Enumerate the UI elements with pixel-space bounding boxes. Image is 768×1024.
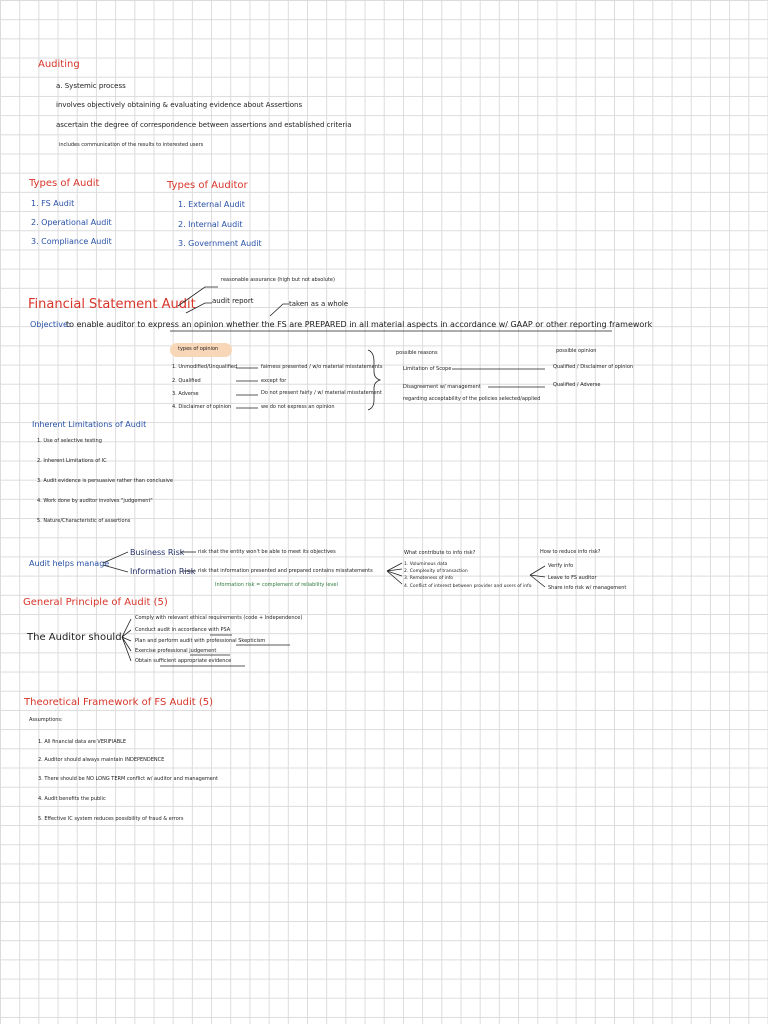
assumption-5: 5. Effective IC system reduces possibility of fraud & errors	[38, 816, 184, 822]
auditor-type-1: 1. External Audit	[178, 200, 245, 209]
contribute-2: 2. Complexity of transaction	[404, 569, 468, 574]
types-of-auditor-heading: Types of Auditor	[167, 180, 248, 191]
reduce-question: How to reduce info risk?	[540, 549, 601, 555]
auditor-type-3: 3. Government Audit	[178, 239, 262, 248]
limitation-3: 3. Audit evidence is persuasive rather than conclusive	[37, 478, 173, 484]
assumption-3: 3. There should be NO LONG TERM conflict w/ auditor and management	[38, 776, 218, 782]
annotation-report: audit report	[212, 297, 254, 305]
reason-opinion-2: Qualified / Adverse	[553, 382, 601, 388]
opinion-2: 2. Qualified	[172, 378, 201, 384]
opinion-3: 3. Adverse	[172, 391, 199, 397]
auditor-type-2: 2. Internal Audit	[178, 220, 243, 229]
reason-2: Disagreement w/ management	[403, 384, 481, 390]
principles-heading: General Principle of Audit (5)	[23, 597, 168, 608]
types-of-opinion-label: types of opinion	[178, 346, 219, 352]
assumption-2: 2. Auditor should always maintain INDEPENDENCE	[38, 757, 165, 763]
objective-label: Objective:	[30, 320, 71, 329]
principle-3: Plan and perform audit with professional Skepticism	[135, 638, 266, 644]
audit-type-1: 1. FS Audit	[31, 199, 75, 208]
reduce-fan	[530, 566, 545, 587]
principle-4: Exercise professional judgement	[135, 648, 217, 654]
assumption-4: 4. Audit benefits the public	[38, 796, 106, 802]
reduce-2: Leave to FS auditor	[548, 575, 597, 581]
information-risk-text: risk that information presented and prepared contains misstatements	[198, 568, 373, 574]
auditing-heading: Auditing	[38, 59, 80, 70]
report-connector	[186, 303, 212, 313]
risk-branch-information	[103, 565, 128, 572]
limitation-2: 2. Inherent Limitations of IC	[37, 458, 107, 464]
business-risk-text: risk that the entity won't be able to meet its objectives	[198, 549, 336, 555]
fsa-title: Financial Statement Audit	[28, 297, 196, 312]
opinion-1: 1. Unmodified/Unqualified	[172, 364, 238, 370]
auditing-line-1: a. Systemic process	[56, 82, 126, 90]
opinion-note-2: except for	[261, 378, 287, 384]
information-risk-label: Information Risk	[130, 567, 196, 576]
types-of-audit-heading: Types of Audit	[29, 178, 100, 189]
auditor-should: The Auditor should:	[27, 632, 125, 643]
limitations-heading: Inherent Limitations of Audit	[32, 420, 147, 429]
objective-text: to enable auditor to express an opinion whether the FS are PREPARED in all material aspects in accordance w/ GAAP or other reporting framework	[66, 320, 653, 329]
business-risk-label: Business Risk	[130, 548, 185, 557]
auditing-line-4: includes communication of the results to interested users	[59, 142, 204, 148]
audit-type-3: 3. Compliance Audit	[31, 237, 112, 246]
audit-type-2: 2. Operational Audit	[31, 218, 112, 227]
opinion-bracket	[368, 350, 380, 410]
opinion-note-3: Do not present fairly / w/ material misstatement	[261, 390, 382, 396]
reason-3: regarding acceptability of the policies selected/applied	[403, 396, 541, 402]
assumption-1: 1. All financial data are VERIFIABLE	[38, 739, 127, 745]
opinion-4: 4. Disclaimer of opinion	[172, 404, 232, 410]
whole-connector	[270, 304, 289, 316]
limitation-4: 4. Work done by auditor involves "judgement"	[37, 498, 153, 504]
contribute-4: 4. Conflict of interest between provider and users of info	[404, 584, 532, 589]
reason-1: Limitation of Scope	[403, 366, 452, 372]
risk-branch-business	[103, 552, 128, 563]
principles-fan	[122, 619, 131, 661]
principle-2: Conduct audit in accordance with PSA	[135, 627, 231, 633]
opinion-note-1: fairness presented / w/o material misstatements	[261, 364, 383, 370]
auditing-line-3: ascertain the degree of correspondence between assertions and established criteria	[56, 121, 352, 129]
assumptions-label: Assumptions:	[29, 717, 63, 723]
limitation-5: 5. Nature/Characteristic of assertions	[37, 518, 131, 524]
reason-opinion-1: Qualified / Disclaimer of opinion	[553, 364, 634, 370]
principle-1: Comply with relevant ethical requirements (code + Independence)	[135, 615, 303, 621]
annotation-whole: taken as a whole	[289, 300, 349, 308]
reduce-3: Share info risk w/ management	[548, 585, 627, 591]
contribute-3: 3. Remoteness of info	[404, 576, 454, 581]
principle-5: Obtain sufficient appropriate evidence	[135, 658, 232, 664]
auditing-line-2: involves objectively obtaining & evaluating evidence about Assertions	[56, 101, 303, 109]
annotation-assurance: reasonable assurance (high but not absolute)	[221, 277, 335, 283]
contribute-fan	[387, 563, 402, 584]
possible-reasons-label: possible reasons	[396, 350, 438, 356]
limitation-1: 1. Use of selective testing	[37, 438, 102, 444]
contribute-question: What contribute to info risk?	[404, 550, 476, 556]
opinion-note-4: we do not express an opinion	[261, 404, 335, 410]
contribute-1: 1. Voluminous data	[404, 562, 448, 567]
reduce-1: Verify info	[548, 563, 574, 569]
information-risk-sub: Information risk = complement of reliability level	[215, 582, 338, 588]
framework-heading: Theoretical Framework of FS Audit (5)	[24, 697, 214, 708]
audit-helps-manage: Audit helps manage	[29, 559, 110, 568]
possible-opinion-label: possible opinion	[556, 348, 597, 354]
